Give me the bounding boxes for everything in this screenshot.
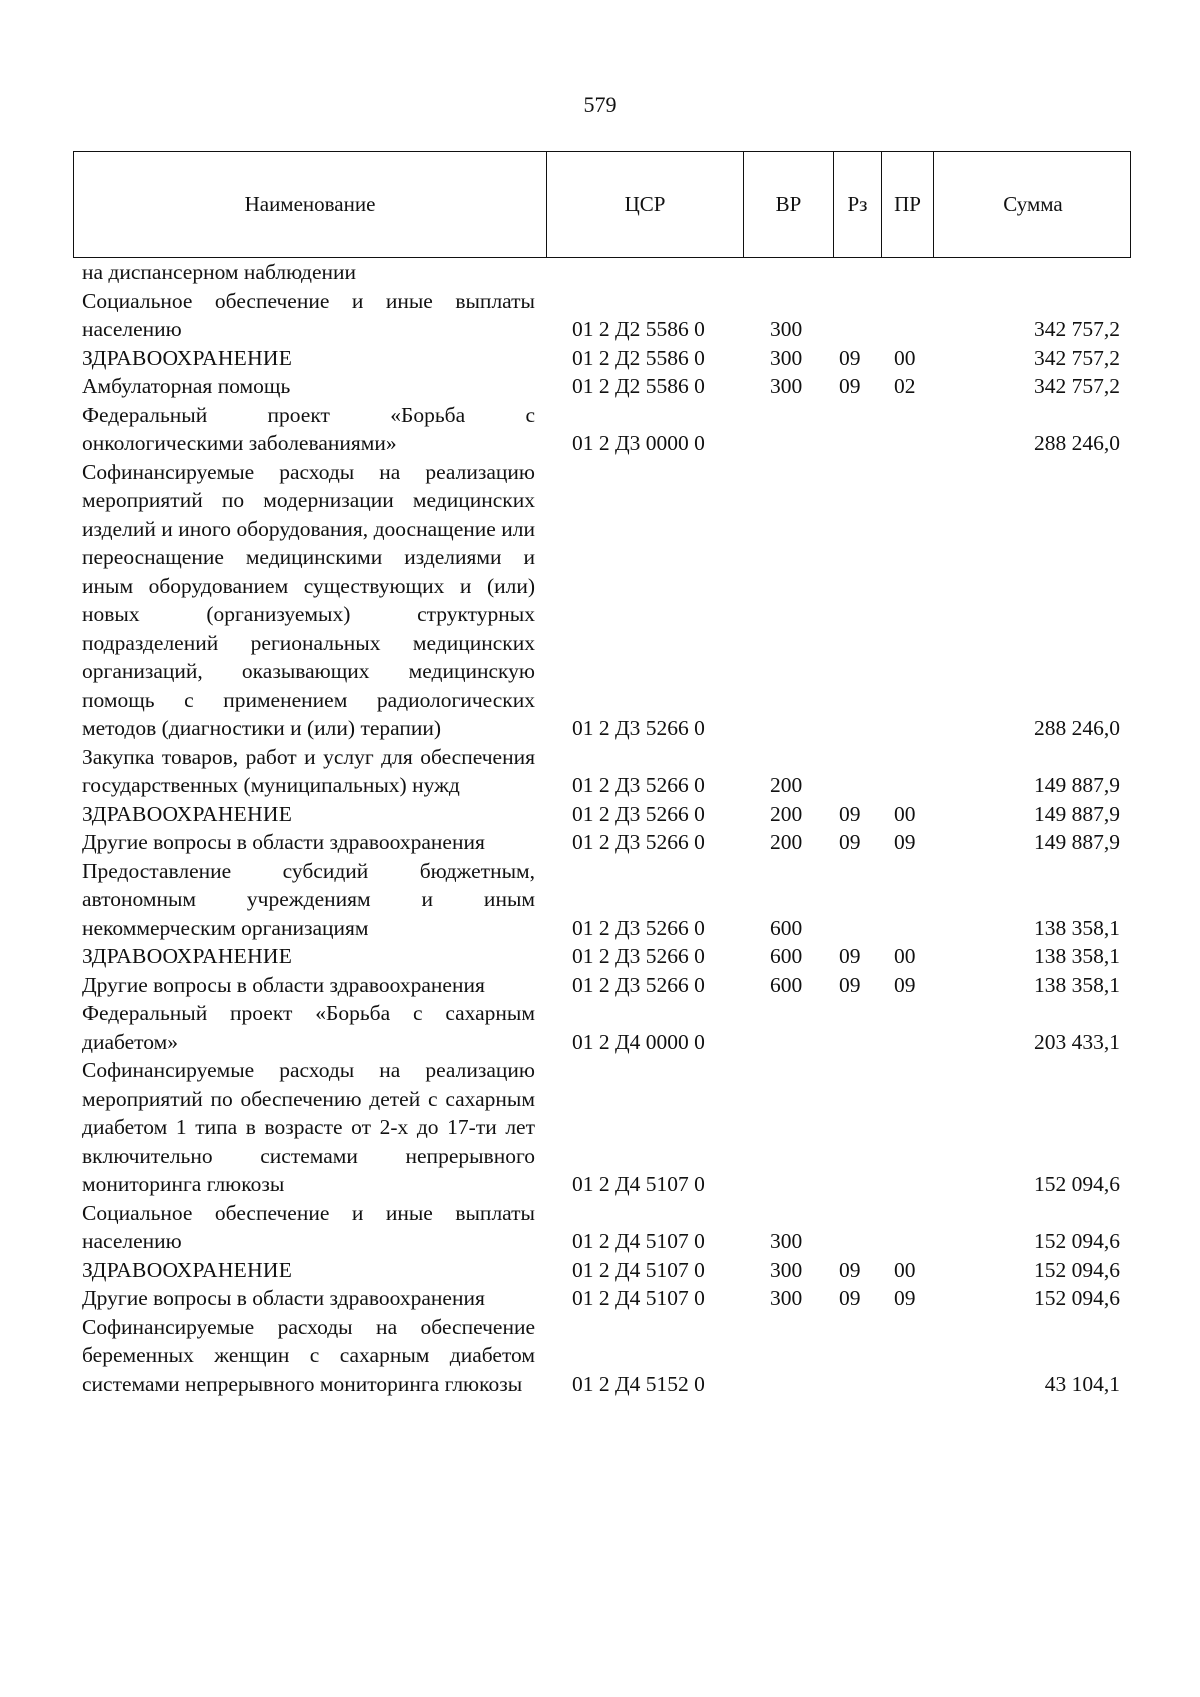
row-rz: 09	[839, 1257, 861, 1282]
row-name: Социальное обеспечение и иные выплаты населению	[82, 1200, 535, 1253]
row-rz: 09	[839, 801, 861, 826]
row-name: Софинансируемые расходы на обеспечение беременных женщин с сахарным диабетом системами непрерывного мониторинга глюкозы	[82, 1314, 535, 1396]
row-sum: 342 757,2	[1034, 374, 1120, 398]
table-row	[0, 857, 1200, 943]
row-name: Софинансируемые расходы на реализацию мероприятий по модернизации медицинских изделий и иного оборудования, дооснащение или переоснащение медицинскими изделиями и иным оборудованием существующих и (или) новых (организуемых) структурных подразделений региональных медицинских организаций, оказывающих медицинскую помощь с применением радиологических методов (диагностики и (или) терапии)	[82, 459, 535, 740]
row-pr: 00	[894, 944, 916, 968]
row-csr: 01 2 Д4 5107 0	[572, 1172, 705, 1196]
row-rz: 09	[839, 345, 861, 370]
row-csr: 01 2 Д3 5266 0	[572, 716, 705, 740]
row-sum: 342 757,2	[1034, 317, 1120, 341]
header-rz: Рз	[833, 152, 881, 257]
row-vr: 300	[770, 345, 803, 370]
row-sum: 138 358,1	[1034, 972, 1120, 997]
table-row	[0, 1056, 1200, 1199]
row-rz: 09	[839, 944, 861, 968]
table-row	[0, 344, 1200, 373]
table-header	[73, 151, 1131, 258]
row-vr: 200	[770, 830, 803, 854]
row-vr: 200	[770, 773, 803, 797]
row-csr: 01 2 Д2 5586 0	[572, 374, 705, 398]
row-rz: 09	[839, 830, 861, 854]
table-row	[0, 401, 1200, 458]
row-sum: 152 094,6	[1034, 1286, 1120, 1310]
header-sum: Сумма	[933, 152, 1132, 257]
row-name: Другие вопросы в области здравоохранения	[82, 830, 485, 854]
table-row	[0, 828, 1200, 857]
row-vr: 600	[770, 944, 803, 968]
row-pr: 09	[894, 830, 916, 854]
row-sum: 203 433,1	[1034, 1029, 1120, 1054]
row-csr: 01 2 Д3 5266 0	[572, 801, 705, 826]
row-csr: 01 2 Д4 5107 0	[572, 1286, 705, 1310]
header-vr: ВР	[743, 152, 833, 257]
row-name: Социальное обеспечение и иные выплаты населению	[82, 288, 535, 341]
row-csr: 01 2 Д4 5152 0	[572, 1371, 705, 1396]
row-pr: 09	[894, 1286, 916, 1310]
row-vr: 300	[770, 1229, 803, 1253]
table-row	[0, 743, 1200, 800]
row-sum: 152 094,6	[1034, 1257, 1120, 1282]
row-name: ЗДРАВООХРАНЕНИЕ	[82, 1257, 293, 1282]
row-csr: 01 2 Д3 5266 0	[572, 944, 705, 968]
table-body	[0, 258, 1200, 1398]
header-name: Наименование	[244, 192, 376, 216]
row-sum: 152 094,6	[1034, 1172, 1120, 1196]
row-sum: 342 757,2	[1034, 345, 1120, 370]
row-csr: 01 2 Д3 0000 0	[572, 431, 705, 455]
row-sum: 138 358,1	[1034, 915, 1120, 940]
row-csr: 01 2 Д4 5107 0	[572, 1257, 705, 1282]
table-row	[0, 1256, 1200, 1285]
row-name: на диспансерном наблюдении	[82, 260, 357, 284]
row-name: Федеральный проект «Борьба с сахарным диабетом»	[82, 1001, 535, 1054]
page-number: 579	[583, 92, 617, 117]
table-row	[0, 1313, 1200, 1399]
table-row	[0, 942, 1200, 971]
table-row	[0, 287, 1200, 344]
row-vr: 200	[770, 801, 803, 826]
table-row	[0, 258, 1200, 287]
table-row	[0, 458, 1200, 743]
row-sum: 288 246,0	[1034, 716, 1120, 740]
row-csr: 01 2 Д2 5586 0	[572, 345, 705, 370]
row-pr: 09	[894, 972, 916, 997]
table-row	[0, 372, 1200, 401]
row-csr: 01 2 Д3 5266 0	[572, 972, 705, 997]
header-csr: ЦСР	[546, 152, 743, 257]
row-csr: 01 2 Д4 5107 0	[572, 1229, 705, 1253]
row-vr: 300	[770, 1286, 803, 1310]
row-pr: 00	[894, 345, 916, 370]
row-name: ЗДРАВООХРАНЕНИЕ	[82, 801, 293, 826]
row-csr: 01 2 Д2 5586 0	[572, 317, 705, 341]
row-name: Амбулаторная помощь	[82, 374, 291, 398]
row-pr: 02	[894, 374, 916, 398]
table-row	[0, 971, 1200, 1000]
row-csr: 01 2 Д4 0000 0	[572, 1029, 705, 1054]
row-name: Закупка товаров, работ и услуг для обеспечения государственных (муниципальных) нужд	[82, 744, 535, 797]
row-sum: 288 246,0	[1034, 431, 1120, 455]
table-row	[0, 999, 1200, 1056]
row-sum: 152 094,6	[1034, 1229, 1120, 1253]
row-sum: 149 887,9	[1034, 830, 1120, 854]
header-pr: ПР	[881, 152, 933, 257]
row-name: Другие вопросы в области здравоохранения	[82, 1286, 485, 1310]
row-pr: 00	[894, 1257, 916, 1282]
row-rz: 09	[839, 1286, 861, 1310]
row-vr: 300	[770, 374, 803, 398]
row-rz: 09	[839, 972, 861, 997]
row-name: ЗДРАВООХРАНЕНИЕ	[82, 345, 293, 370]
row-vr: 600	[770, 915, 803, 940]
row-sum: 149 887,9	[1034, 773, 1120, 797]
row-csr: 01 2 Д3 5266 0	[572, 830, 705, 854]
row-csr: 01 2 Д3 5266 0	[572, 773, 705, 797]
table-row	[0, 800, 1200, 829]
row-name: ЗДРАВООХРАНЕНИЕ	[82, 944, 293, 968]
row-sum: 138 358,1	[1034, 944, 1120, 968]
row-pr: 00	[894, 801, 916, 826]
row-vr: 300	[770, 1257, 803, 1282]
row-sum: 43 104,1	[1044, 1371, 1120, 1396]
table-row	[0, 1199, 1200, 1256]
row-vr: 300	[770, 317, 803, 341]
table-row	[0, 1284, 1200, 1313]
row-rz: 09	[839, 374, 861, 398]
row-vr: 600	[770, 972, 803, 997]
row-sum: 149 887,9	[1034, 801, 1120, 826]
row-name: Федеральный проект «Борьба с онкологическими заболеваниями»	[82, 402, 535, 455]
row-name: Софинансируемые расходы на реализацию мероприятий по обеспечению детей с сахарным диабетом 1 типа в возрасте от 2-х до 17-ти лет включительно системами непрерывного мониторинга глюкозы	[82, 1058, 535, 1196]
row-name: Предоставление субсидий бюджетным, автономным учреждениям и иным некоммерческим организациям	[82, 858, 535, 940]
row-csr: 01 2 Д3 5266 0	[572, 915, 705, 940]
row-name: Другие вопросы в области здравоохранения	[82, 972, 485, 997]
